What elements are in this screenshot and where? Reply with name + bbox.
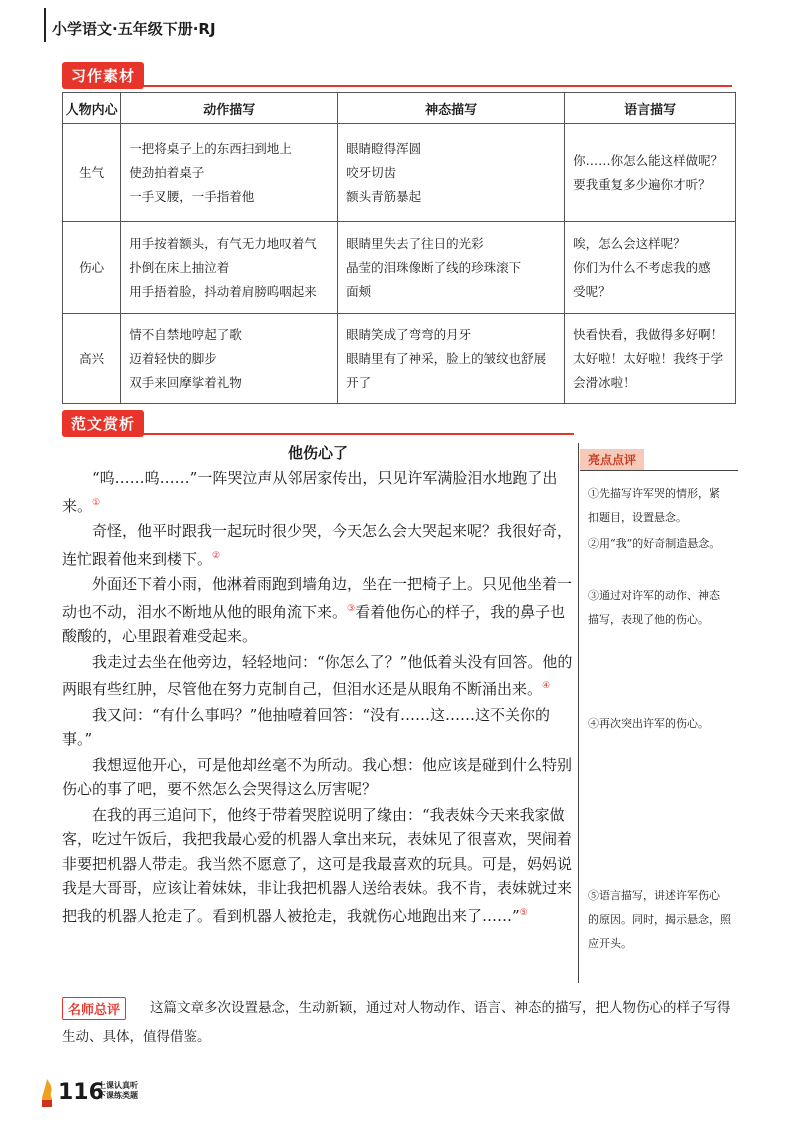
materials-table (62, 92, 736, 404)
comment-line: 应开头。 (588, 937, 632, 950)
cell-line: 晶莹的泪珠像断了线的珍珠滚下 (346, 259, 522, 275)
section-rule (62, 85, 732, 87)
comment-tag: 亮点点评 (580, 449, 644, 470)
cell-line: 额头青筋暴起 (346, 188, 422, 204)
comment-note (588, 532, 740, 556)
cell-line: 一手叉腰，一手指着他 (129, 188, 255, 204)
comment-divider (578, 443, 579, 983)
cell-line: 你……你怎么能这样做呢？ (573, 152, 724, 168)
cell-line: 双手来回摩挲着礼物 (129, 374, 242, 390)
comment-line: ①先描写许军哭的情形，紧 (588, 487, 720, 500)
essay-title: 他伤心了 (287, 444, 348, 462)
comment-line: ⑤语言描写，讲述许军伤心 (588, 889, 720, 902)
slogan-line: 下课练类题 (98, 1091, 138, 1100)
annotation-mark: ⑤ (519, 907, 528, 918)
emotion-cell: 高兴 (63, 314, 121, 404)
cell-line: 眼睛瞪得浑圆 (346, 140, 422, 156)
comment-line: 描写，表现了他的伤心。 (588, 613, 709, 626)
emotion-cell: 伤心 (63, 222, 121, 314)
essay-paragraph (62, 803, 574, 929)
paragraph-text: 我又问：“有什么事吗？”他抽噎着回答：“没有……这……这不关你的事。” (62, 705, 551, 748)
emotion-cell: 生气 (63, 124, 121, 222)
comment-line: 的原因。同时，揭示悬念，照 (588, 913, 731, 926)
annotation-mark: ④ (542, 681, 551, 691)
teacher-summary-tag: 名师总评 (62, 997, 126, 1020)
column-header: 语言描写 (565, 93, 736, 124)
essay-paragraph (62, 519, 574, 571)
cell-line: 眼睛里有了神采，脸上的皱纹也舒展 (346, 350, 547, 366)
column-header: 人物内心 (63, 93, 121, 124)
speech-cell (565, 314, 736, 404)
action-cell (121, 222, 338, 314)
cell-line: 你们为什么不考虑我的感 (573, 259, 711, 275)
cell-line: 面颊 (346, 283, 372, 299)
paragraph-text: 外面还下着小雨，他淋着雨跑到墙角边，坐在一把椅子上。只见他坐着一动也不动，泪水不断地从他的眼角流下来。 (62, 575, 573, 621)
cell-line: 受呢？ (573, 283, 611, 299)
action-cell (121, 124, 338, 222)
essay-paragraph (62, 572, 574, 649)
table-row (63, 314, 736, 404)
cell-line: 眼睛里失去了往日的光彩 (346, 235, 484, 251)
cell-line: 会滑冰啦！ (573, 374, 636, 390)
comment-note (588, 712, 740, 736)
page-header-title: 小学语文·五年级下册·RJ (52, 20, 216, 38)
cell-line: 使劲拍着桌子 (129, 164, 205, 180)
speech-cell (565, 124, 736, 222)
paragraph-text: “呜……呜……”一阵哭泣声从邻居家传出，只见许军满脸泪水地跑了出来。 (62, 469, 558, 515)
cell-line: 咬牙切齿 (346, 164, 397, 180)
cell-line: 要我重复多少遍你才听？ (573, 176, 711, 192)
cell-line: 太好啦！太好啦！我终于学 (573, 350, 724, 366)
annotation-mark: ② (212, 550, 221, 561)
paragraph-text: 我走过去坐在他旁边，轻轻地问：“你怎么了？”他低着头没有回答。他的两眼有些红肿，尽管他在努力克制自己，但泪水还是从眼角不断涌出来。 (62, 652, 573, 698)
comment-rule (580, 470, 738, 471)
annotation-mark: ③ (347, 603, 356, 614)
annotation-mark: ① (92, 497, 101, 508)
cell-line: 眼睛笑成了弯弯的月牙 (346, 326, 472, 342)
table-row (63, 222, 736, 314)
page-number: 116 (58, 1080, 104, 1105)
cell-line: 开了 (346, 374, 372, 390)
comment-note (588, 482, 740, 530)
paragraph-text: 看着他伤心的样子，我的鼻子也酸酸的，心里跟着难受起来。 (62, 602, 566, 645)
comment-note (588, 884, 740, 956)
speech-cell (565, 222, 736, 314)
expression-cell (338, 314, 565, 404)
cell-line: 用手捂着脸，抖动着肩膀呜咽起来 (129, 283, 317, 299)
cell-line: 情不自禁地哼起了歌 (129, 326, 242, 342)
header-rule (44, 8, 46, 42)
slogan-line: 上课认真听 (98, 1081, 138, 1090)
essay-paragraph (62, 466, 574, 518)
comment-note (588, 584, 740, 632)
comment-line: ④再次突出许军的伤心。 (588, 717, 709, 730)
comment-line: 扣题目，设置悬念。 (588, 511, 687, 524)
cell-line: 扑倒在床上抽泣着 (129, 259, 230, 275)
footer-slogan (98, 1081, 138, 1101)
comment-line: ③通过对许军的动作、神态 (588, 589, 720, 602)
essay-paragraph (62, 703, 574, 752)
paragraph-text: 我想逗他开心，可是他却丝毫不为所动。我心想：他应该是碰到什么特别伤心的事了吧，要不然怎么会哭得这么厉害呢？ (62, 755, 573, 798)
table-row (63, 124, 736, 222)
expression-cell (338, 124, 565, 222)
essay-paragraph (62, 753, 574, 802)
comment-line: ②用“我”的好奇制造悬念。 (588, 537, 721, 550)
cell-line: 迈着轻快的脚步 (129, 350, 217, 366)
expression-cell (338, 222, 565, 314)
flame-icon (40, 1078, 54, 1108)
cell-line: 唉，怎么会这样呢？ (573, 235, 686, 251)
paragraph-text: 奇怪，他平时跟我一起玩时很少哭，今天怎么会大哭起来呢？我很好奇，连忙跟着他来到楼下。 (62, 522, 573, 568)
column-header: 神态描写 (338, 93, 565, 124)
section-tag-materials: 习作素材 (62, 62, 144, 89)
essay-body (62, 466, 574, 929)
cell-line: 快看快看，我做得多好啊！ (573, 326, 724, 342)
cell-line: 一把将桌子上的东西扫到地上 (129, 140, 292, 156)
cell-line: 用手按着额头，有气无力地叹着气 (129, 235, 317, 251)
section-rule (62, 433, 574, 435)
section-tag-model-essay: 范文赏析 (62, 410, 144, 437)
table-header-row (63, 93, 736, 124)
teacher-summary-text: 这篇文章多次设置悬念，生动新颖，通过对人物动作、语言、神态的描写，把人物伤心的样子写得生动、具体，值得借鉴。 (62, 1000, 731, 1045)
action-cell (121, 314, 338, 404)
essay-paragraph (62, 650, 574, 702)
paragraph-text: 在我的再三追问下，他终于带着哭腔说明了缘由：“我表妹今天来我家做客，吃过午饭后，我把我最心爱的机器人拿出来玩，表妹见了很喜欢，哭闹着非要把机器人带走。我当然不愿意了，这可是我最喜欢的玩具。可是，妈妈说我是大哥哥，应该让着妹妹，非让我把机器人送给表妹。我不肯，表妹就过来把我的机器人抢走了。看到机器人被抢走，我就伤心地跑出来了……” (62, 805, 573, 925)
column-header: 动作描写 (121, 93, 338, 124)
